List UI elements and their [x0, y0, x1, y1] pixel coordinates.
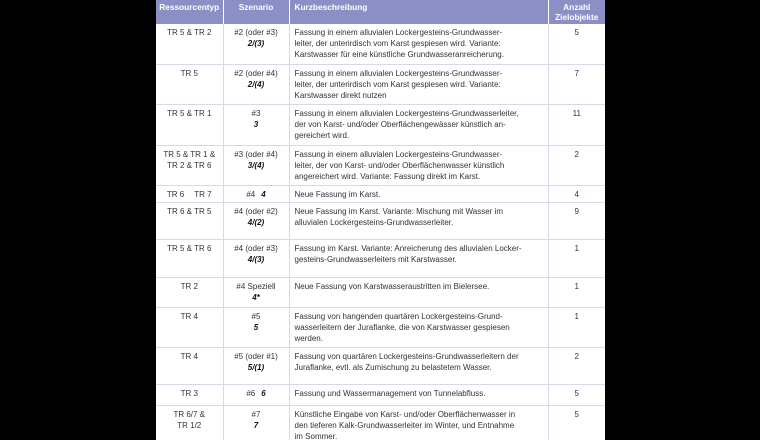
cell-szenario: #3 (oder #4) 3/(4) — [223, 145, 289, 185]
table-sheet — [156, 0, 605, 440]
cell-kurzbeschreibung: Künstliche Eingabe von Karst- und/oder Oberflächenwasser in den tieferen Kalk-Grundwasserleiter im Winter, und Entnahme im Sommer. — [289, 405, 548, 440]
cell-anzahl: 1 — [548, 239, 605, 277]
table-row — [156, 239, 605, 277]
cell-anzahl: 5 — [548, 384, 605, 405]
cell-szenario: #4 4 — [223, 185, 289, 202]
cell-szenario: #2 (oder #3) 2/(3) — [223, 24, 289, 64]
table-row — [156, 384, 605, 405]
table-row — [156, 347, 605, 384]
cell-kurzbeschreibung: Neue Fassung im Karst. Variante: Mischung mit Wasser im alluvialen Lockergesteins-Grundwasserleiter. — [289, 202, 548, 239]
cell-szenario: #4 (oder #3) 4/(3) — [223, 239, 289, 277]
table-row — [156, 307, 605, 347]
cell-szenario: #4 (oder #2) 4/(2) — [223, 202, 289, 239]
cell-anzahl: 5 — [548, 405, 605, 440]
table-row — [156, 202, 605, 239]
header-anzahl-zielobjekte: Anzahl Zielobjekte — [548, 0, 605, 24]
cell-ressourcentyp: TR 3 — [156, 384, 223, 405]
cell-szenario: #3 3 — [223, 104, 289, 145]
cell-ressourcentyp: TR 5 — [156, 64, 223, 104]
cell-kurzbeschreibung: Fassung von quartären Lockergesteins-Grundwasserleitern der Juraflanke, evtl. als Zumischung zu belastetem Wasser. — [289, 347, 548, 384]
cell-szenario: #7 7 — [223, 405, 289, 440]
cell-szenario: #5 (oder #1) 5/(1) — [223, 347, 289, 384]
cell-ressourcentyp: TR 6 TR 7 — [156, 185, 223, 202]
cell-ressourcentyp: TR 6 & TR 5 — [156, 202, 223, 239]
cell-ressourcentyp: TR 5 & TR 2 — [156, 24, 223, 64]
cell-kurzbeschreibung: Fassung von hangenden quartären Lockergesteins-Grund- wasserleitern der Juraflanke, die von Karstwasser gespiesen werden. — [289, 307, 548, 347]
header-ressourcentyp: Ressourcentyp — [156, 0, 223, 24]
cell-ressourcentyp: TR 2 — [156, 277, 223, 307]
table-row — [156, 145, 605, 185]
scenario-table — [156, 0, 605, 440]
cell-anzahl: 4 — [548, 185, 605, 202]
cell-anzahl: 9 — [548, 202, 605, 239]
table-row — [156, 185, 605, 202]
cell-kurzbeschreibung: Fassung im Karst. Variante: Anreicherung des alluvialen Locker- gesteins-Grundwasserleiters mit Karstwasser. — [289, 239, 548, 277]
cell-anzahl: 2 — [548, 145, 605, 185]
cell-kurzbeschreibung: Fassung und Wassermanagement von Tunnelabfluss. — [289, 384, 548, 405]
cell-kurzbeschreibung: Fassung in einem alluvialen Lockergesteins-Grundwasser- leiter, der unterirdisch vom Karst gespiesen wird. Variante: Karstwasser direkt nutzen — [289, 64, 548, 104]
cell-szenario: #4 Speziell 4* — [223, 277, 289, 307]
header-szenario: Szenario — [223, 0, 289, 24]
cell-ressourcentyp: TR 4 — [156, 307, 223, 347]
cell-anzahl: 5 — [548, 24, 605, 64]
cell-anzahl: 7 — [548, 64, 605, 104]
table-row — [156, 277, 605, 307]
cell-kurzbeschreibung: Neue Fassung von Karstwasseraustritten im Bielersee. — [289, 277, 548, 307]
cell-kurzbeschreibung: Fassung in einem alluvialen Lockergesteins-Grundwasser- leiter, der von Karst- und/oder Oberflächenwasser künstlich angereichert wird. Variante: Fassung direkt im Karst. — [289, 145, 548, 185]
header-row — [156, 0, 605, 24]
cell-ressourcentyp: TR 5 & TR 6 — [156, 239, 223, 277]
table-row — [156, 104, 605, 145]
cell-anzahl: 1 — [548, 307, 605, 347]
table-row — [156, 64, 605, 104]
cell-kurzbeschreibung: Fassung in einem alluvialen Lockergesteins-Grundwasser- leiter, der unterirdisch vom Karst gespiesen wird. Variante: Karstwasser für eine künstliche Grundwasseranreicherung. — [289, 24, 548, 64]
cell-anzahl: 2 — [548, 347, 605, 384]
cell-szenario: #2 (oder #4) 2/(4) — [223, 64, 289, 104]
cell-ressourcentyp: TR 5 & TR 1 & TR 2 & TR 6 — [156, 145, 223, 185]
cell-ressourcentyp: TR 5 & TR 1 — [156, 104, 223, 145]
cell-anzahl: 11 — [548, 104, 605, 145]
table-row — [156, 405, 605, 440]
cell-kurzbeschreibung: Neue Fassung im Karst. — [289, 185, 548, 202]
header-kurzbeschreibung: Kurzbeschreibung — [289, 0, 548, 24]
cell-ressourcentyp: TR 4 — [156, 347, 223, 384]
cell-szenario: #6 6 — [223, 384, 289, 405]
table-row — [156, 24, 605, 64]
cell-ressourcentyp: TR 6/7 & TR 1/2 — [156, 405, 223, 440]
cell-anzahl: 1 — [548, 277, 605, 307]
cell-kurzbeschreibung: Fassung in einem alluvialen Lockergesteins-Grundwasserleiter, der von Karst- und/oder Oberflächengewässer künstlich an- gereichert wird. — [289, 104, 548, 145]
cell-szenario: #5 5 — [223, 307, 289, 347]
